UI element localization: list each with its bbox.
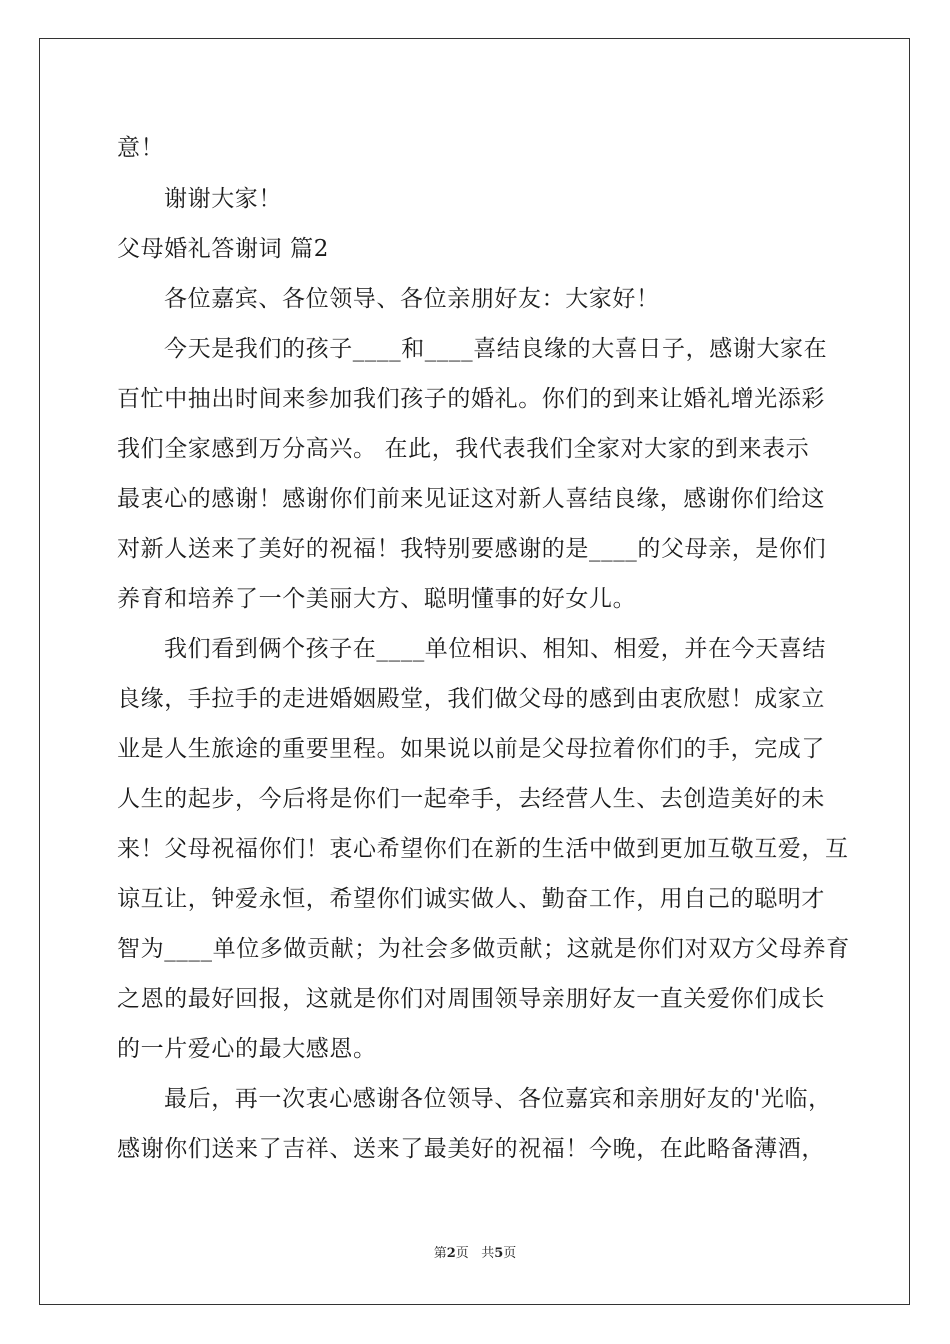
text-line: 的一片爱心的最大感恩。 [117, 1036, 377, 1062]
text-line: 智为____单位多做贡献；为社会多做贡献；这就是你们对双方父母养育 [117, 936, 850, 962]
text-line: 意！ [117, 135, 165, 161]
text-line: 谢谢大家！ [164, 186, 282, 212]
text-line: 感谢你们送来了吉祥、送来了最美好的祝福！今晚，在此略备薄酒， [117, 1136, 825, 1162]
total-pages: 5 [494, 1246, 504, 1261]
total-suffix: 页 [503, 1246, 517, 1261]
text-line: 百忙中抽出时间来参加我们孩子的婚礼。你们的到来让婚礼增光添彩 [117, 386, 825, 412]
text-line: 来！父母祝福你们！衷心希望你们在新的生活中做到更加互敬互爱，互 [117, 836, 849, 862]
text-line: 我们看到俩个孩子在____单位相识、相知、相爱，并在今天喜结 [164, 636, 826, 662]
text-line: 谅互让，钟爱永恒，希望你们诚实做人、勤奋工作，用自己的聪明才 [117, 886, 825, 912]
page-number: 2 [446, 1246, 456, 1261]
text-line: 人生的起步，今后将是你们一起牵手，去经营人生、去创造美好的未 [117, 786, 825, 812]
text-line: 最衷心的感谢！感谢你们前来见证这对新人喜结良缘，感谢你们给这 [117, 486, 825, 512]
page-footer [0, 1245, 950, 1263]
total-prefix: 共 [481, 1246, 495, 1261]
text-line: 最后，再一次衷心感谢各位领导、各位嘉宾和亲朋好友的'光临， [164, 1086, 832, 1112]
salutation: 各位嘉宾、各位领导、各位亲朋好友：大家好！ [164, 286, 660, 312]
page-border [39, 38, 910, 1305]
text-line: 良缘，手拉手的走进婚姻殿堂，我们做父母的感到由衷欣慰！成家立 [117, 686, 825, 712]
text-line: 今天是我们的孩子____和____喜结良缘的大喜日子，感谢大家在 [164, 336, 828, 362]
text-line: 之恩的最好回报，这就是你们对周围领导亲朋好友一直关爱你们成长 [117, 986, 825, 1012]
page-prefix: 第 [433, 1246, 447, 1261]
text-line: 业是人生旅途的重要里程。如果说以前是父母拉着你们的手，完成了 [117, 736, 825, 762]
page-suffix: 页 [455, 1246, 469, 1261]
text-line: 我们全家感到万分高兴。 在此，我代表我们全家对大家的到来表示 [117, 436, 810, 462]
section-heading: 父母婚礼答谢词 篇2 [117, 236, 329, 262]
text-line: 对新人送来了美好的祝福！我特别要感谢的是____的父母亲，是你们 [117, 536, 827, 562]
text-line: 养育和培养了一个美丽大方、聪明懂事的好女儿。 [117, 586, 637, 612]
